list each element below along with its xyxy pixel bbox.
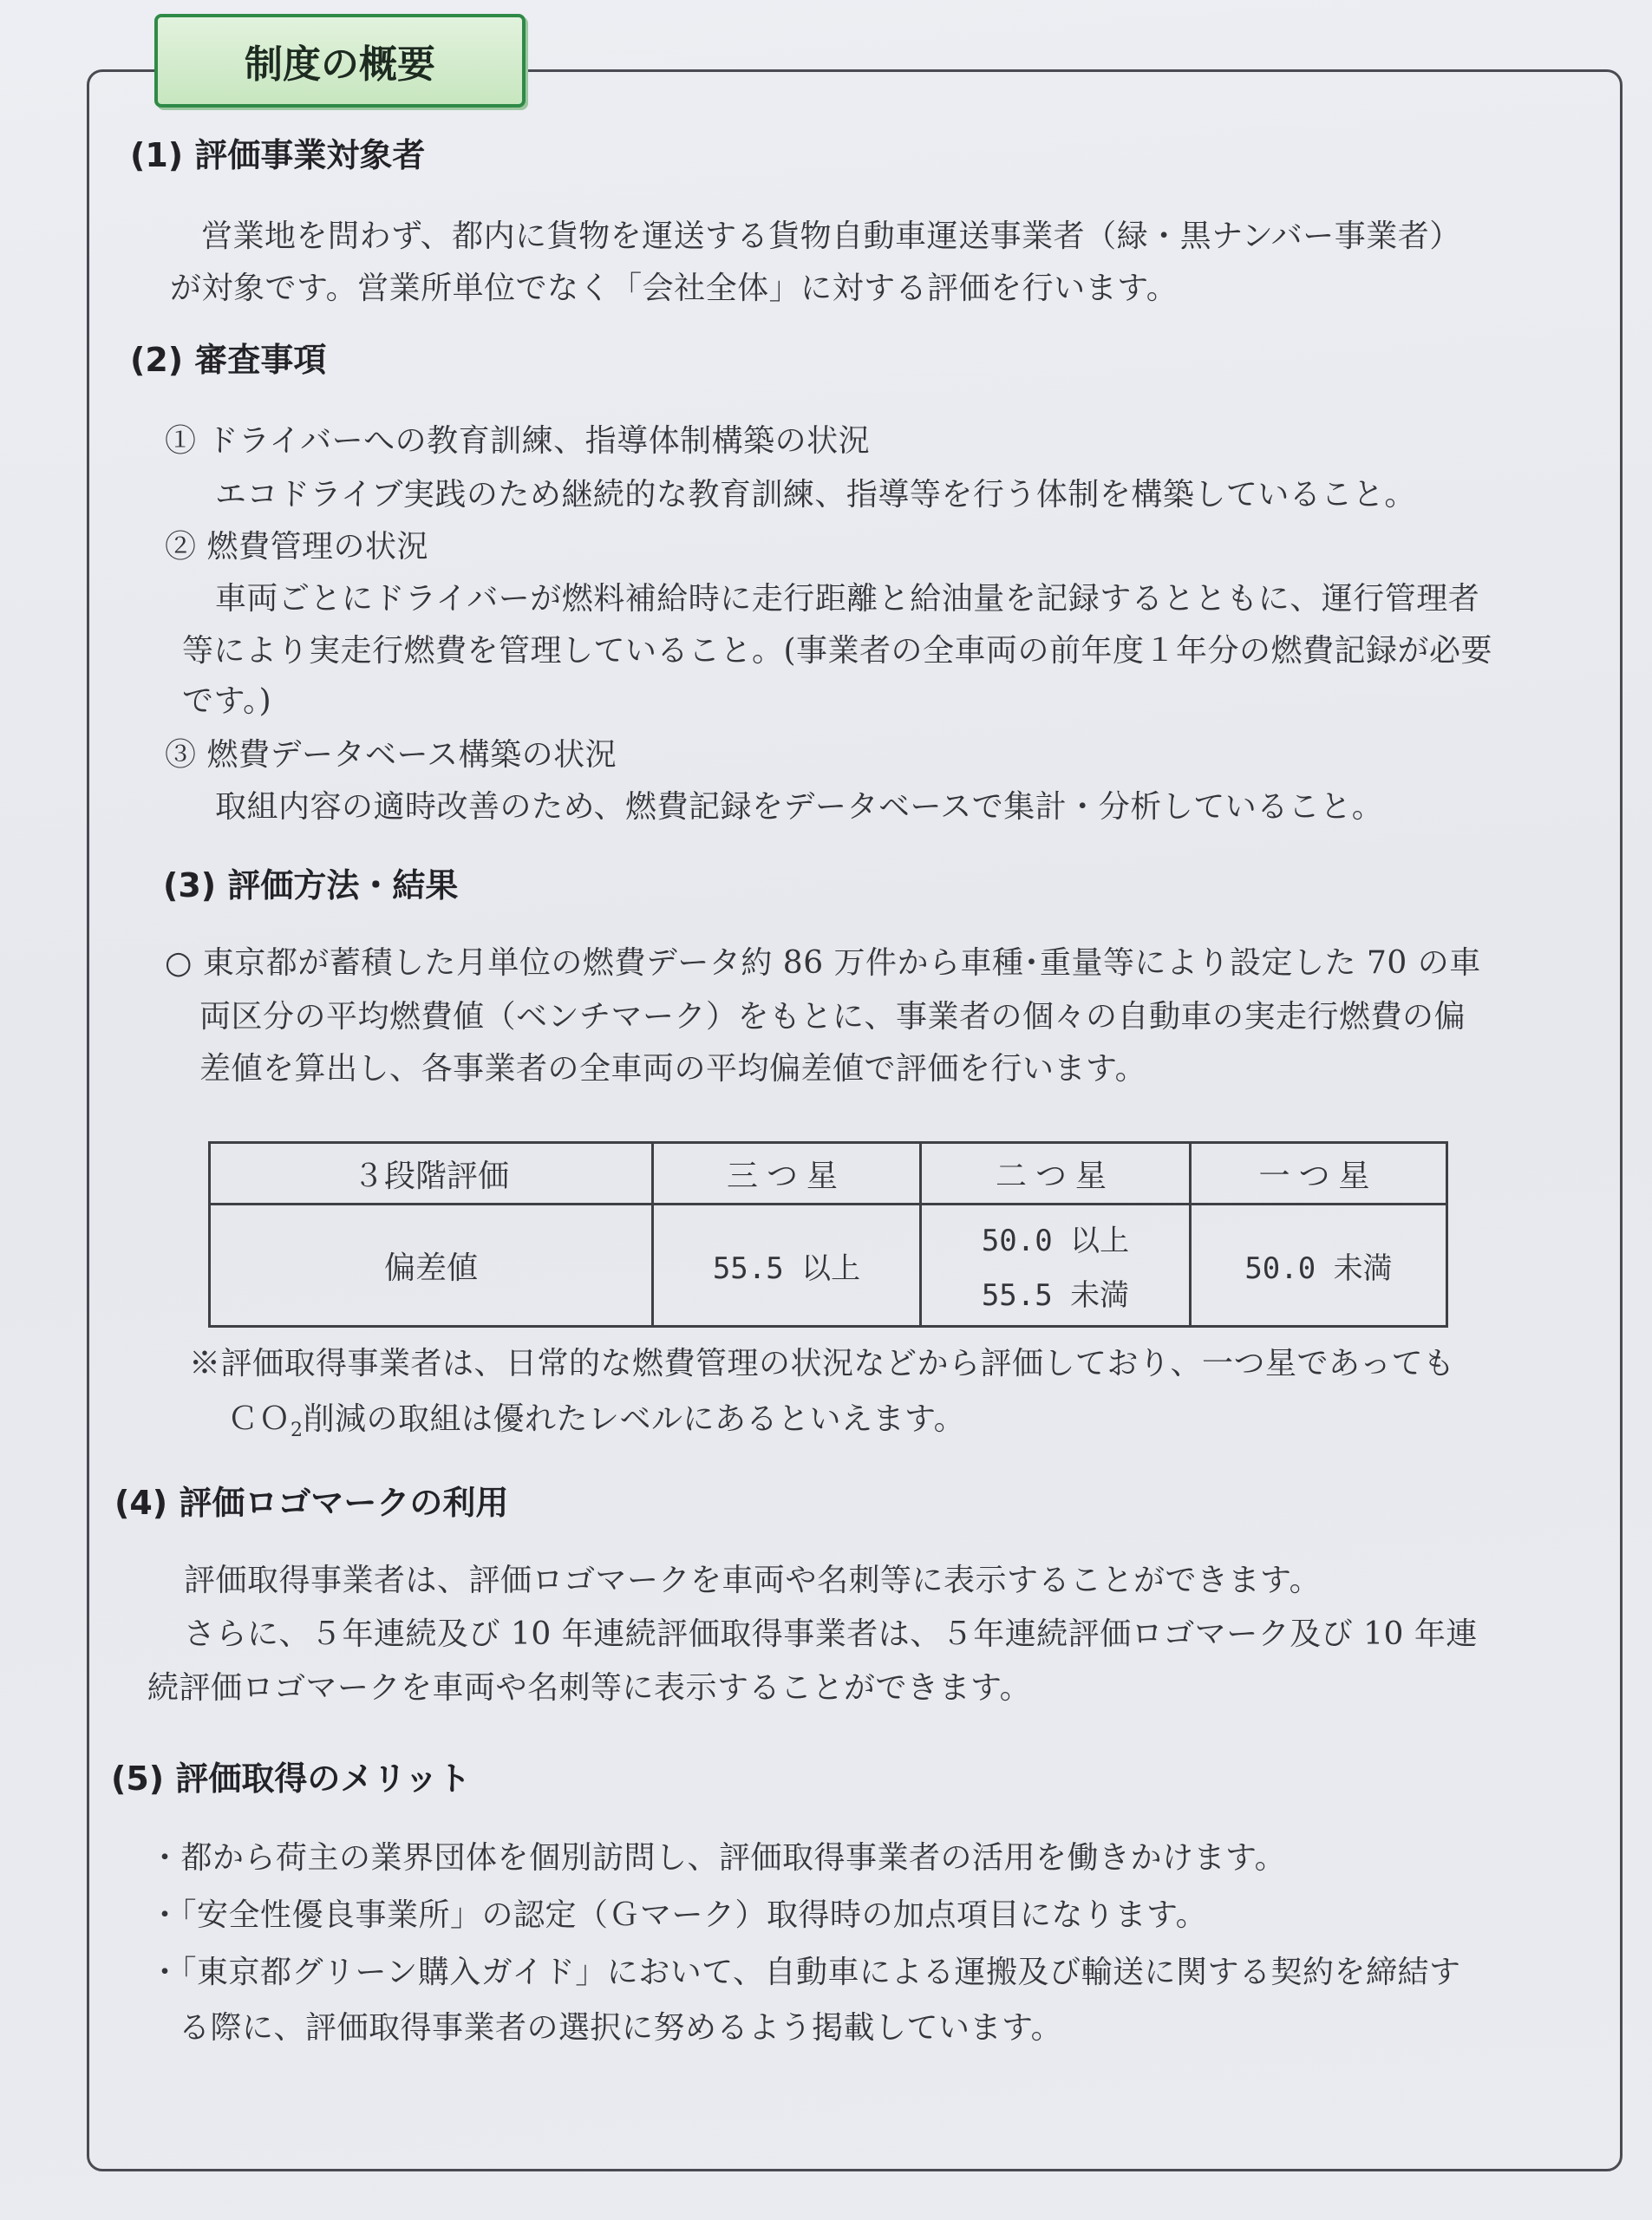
text-line: ① ドライバーへの教育訓練、指導体制構築の状況: [165, 423, 871, 459]
table-header-cell: 一つ星: [1191, 1143, 1447, 1205]
text-line: 車両ごとにドライバーが燃料補給時に走行距離と給油量を記録するとともに、運行管理者: [215, 581, 1480, 617]
table-header-cell: 二つ星: [921, 1143, 1191, 1205]
text-line: です。): [182, 683, 272, 719]
two-star-range-high: 55.5 未満: [981, 1278, 1130, 1313]
text-line: さらに、５年連続及び 10 年連続評価取得事業者は、５年連続評価ロゴマーク及び 10 年連: [184, 1616, 1478, 1652]
heading-review: (2) 審査事項: [130, 341, 327, 379]
heading-method: (3) 評価方法・結果: [163, 866, 459, 904]
table-cell-three-star: 55.5 以上: [653, 1205, 921, 1327]
table-header-row: [210, 1143, 1447, 1205]
list-item-continuation: る際に、評価取得事業者の選択に努めるよう掲載しています。: [179, 2010, 1063, 2046]
table-cell-two-star: [921, 1205, 1191, 1327]
text-line: 差値を算出し、各事業者の全車両の平均偏差値で評価を行います。: [199, 1051, 1147, 1087]
table-cell-one-star: 50.0 未満: [1191, 1205, 1447, 1327]
list-item: ・都から荷主の業界団体を個別訪問し、評価取得事業者の活用を働きかけます。: [149, 1840, 1287, 1876]
text-line: 続評価ロゴマークを車両や名刺等に表示することができます。: [147, 1670, 1032, 1706]
table-cell-label: 偏差値: [210, 1205, 653, 1327]
note-subscript: 2: [291, 1420, 304, 1441]
text-line: 評価取得事業者は、評価ロゴマークを車両や名刺等に表示することができます。: [184, 1563, 1322, 1598]
text-line: 営業地を問わず、都内に貨物を運送する貨物自動車運送事業者（緑・黒ナンバー事業者）: [201, 219, 1461, 254]
list-item: ・「東京都グリーン購入ガイド」において、自動車による運搬及び輸送に関する契約を締結す: [149, 1955, 1461, 1990]
text-line: エコドライブ実践のため継続的な教育訓練、指導等を行う体制を構築していること。: [215, 477, 1416, 513]
text-line: ○ 東京都が蓄積した月単位の燃費データ約 86 万件から車種･重量等により設定した 70 の車: [165, 945, 1481, 981]
table-row: [210, 1205, 1447, 1327]
text-line: が対象です。営業所単位でなく「会社全体」に対する評価を行います。: [170, 271, 1179, 306]
table-header-cell: 三つ星: [653, 1143, 921, 1205]
note-line-co2: [227, 1394, 965, 1441]
note-co: ＣＯ: [227, 1401, 291, 1437]
text-line: ② 燃費管理の状況: [165, 529, 428, 565]
list-item: ・「安全性優良事業所」の認定（Ｇマーク）取得時の加点項目になります。: [149, 1897, 1208, 1933]
note-rest: 削減の取組は優れたレベルにあるといえます。: [303, 1401, 966, 1437]
heading-logo: (4) 評価ロゴマークの利用: [114, 1484, 509, 1522]
text-line: ③ 燃費データベース構築の状況: [165, 737, 617, 773]
note-line: ※評価取得事業者は、日常的な燃費管理の状況などから評価しており、一つ星であっても: [189, 1346, 1455, 1381]
page-title: 制度の概要: [245, 42, 435, 87]
evaluation-table: [208, 1141, 1448, 1328]
heading-merit: (5) 評価取得のメリット: [111, 1760, 471, 1798]
two-star-range-low: 50.0 以上: [981, 1224, 1130, 1258]
text-line: 取組内容の適時改善のため、燃費記録をデータベースで集計・分析していること。: [215, 789, 1384, 825]
text-line: 等により実走行燃費を管理していること。(事業者の全車両の前年度１年分の燃費記録が必要: [182, 633, 1493, 669]
section-title-tab: [154, 14, 526, 108]
text-line: 両区分の平均燃費値（ベンチマーク）をもとに、事業者の個々の自動車の実走行燃費の偏: [199, 999, 1466, 1035]
table-header-cell: ３段階評価: [210, 1143, 653, 1205]
heading-target: (1) 評価事業対象者: [130, 136, 426, 174]
